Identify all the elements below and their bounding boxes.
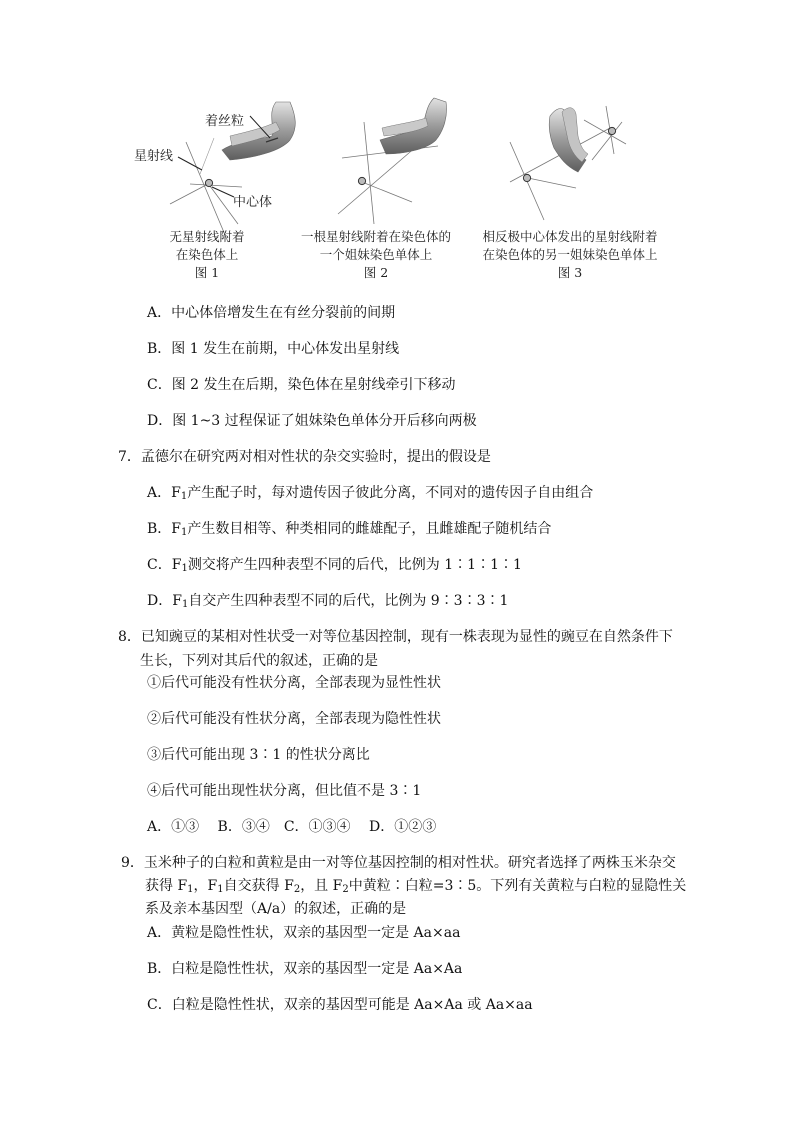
q7-option-b: B．$F_1$产生数目相等、种类相同的雌雄配子，且雌雄配子随机结合 xyxy=(147,521,552,538)
q7-stem: 7．孟德尔在研究两对相对性状的杂交实验时，提出的假设是 xyxy=(118,449,491,465)
panel-2-drawing xyxy=(338,98,447,224)
q8-statement-4: ④后代可能出现性状分离，但比值不是 3∶1 xyxy=(147,783,422,799)
q6-option-b: B．图 1 发生在前期，中心体发出星射线 xyxy=(147,341,400,357)
q8-statement-1: ①后代可能没有性状分离，全部表现为显性性状 xyxy=(147,675,441,691)
q9-stem-line-3: 系及亲本基因型（A/a）的叙述，正确的是 xyxy=(145,901,407,917)
q9-option-c: C．白粒是隐性性状，双亲的基因型可能是 Aa×Aa 或 Aa×aa xyxy=(147,997,533,1013)
panel-1-caption: 无星射线附着 在染色体上 图 1 xyxy=(169,229,245,280)
q8-statement-3: ③后代可能出现 3∶1 的性状分离比 xyxy=(147,747,370,763)
panel-3-drawing xyxy=(510,106,626,220)
aster-label: 星射线 xyxy=(134,149,174,164)
panel-3-caption: 相反极中心体发出的星射线附着 在染色体的另一姐妹染色单体上 图 3 xyxy=(482,229,658,280)
q9-stem-line-2: 获得 $F_1$，$F_1$自交获得 $F_2$，且 $F_2$中黄粒∶白粒=3∶5。下列有关黄粒与白粒的显隐性关 xyxy=(145,878,687,895)
q8-stem-line-2: 生长，下列对其后代的叙述，正确的是 xyxy=(140,653,378,669)
q9-stem-line-1: 9．玉米种子的白粒和黄粒是由一对等位基因控制的相对性状。研究者选择了两株玉米杂交 xyxy=(121,855,676,871)
q8-choices: A．①③ B．③④ C．①③④ D．①②③ xyxy=(147,819,437,835)
q9-option-a: A．黄粒是隐性性状，双亲的基因型一定是 Aa×aa xyxy=(147,925,461,941)
q7-option-c: C．$F_1$测交将产生四种表型不同的后代，比例为 1∶1∶1∶1 xyxy=(147,557,522,574)
kinetochore-label: 着丝粒 xyxy=(205,114,245,129)
q7-option-a: A．$F_1$产生配子时，每对遗传因子彼此分离，不同对的遗传因子自由组合 xyxy=(147,485,594,502)
q6-option-a: A．中心体倍增发生在有丝分裂前的间期 xyxy=(147,305,396,321)
q6-option-d: D．图 1~3 过程保证了姐妹染色单体分开后移向两极 xyxy=(147,413,477,429)
q7-option-d: D．$F_1$自交产生四种表型不同的后代，比例为 9∶3∶3∶1 xyxy=(147,593,509,610)
panel-2-caption: 一根星射线附着在染色体的 一个姐妹染色单体上 图 2 xyxy=(300,229,451,280)
centrosome-label: 中心体 xyxy=(233,195,273,210)
q9-option-b: B．白粒是隐性性状，双亲的基因型一定是 Aa×Aa xyxy=(147,961,463,977)
q6-option-c: C．图 2 发生在后期，染色体在星射线牵引下移动 xyxy=(147,377,456,393)
q8-statement-2: ②后代可能没有性状分离，全部表现为隐性性状 xyxy=(147,711,441,727)
mitosis-figure xyxy=(130,92,678,287)
q8-stem-line-1: 8．已知豌豆的某相对性状受一对等位基因控制，现有一株表现为显性的豌豆在自然条件下 xyxy=(118,629,673,645)
